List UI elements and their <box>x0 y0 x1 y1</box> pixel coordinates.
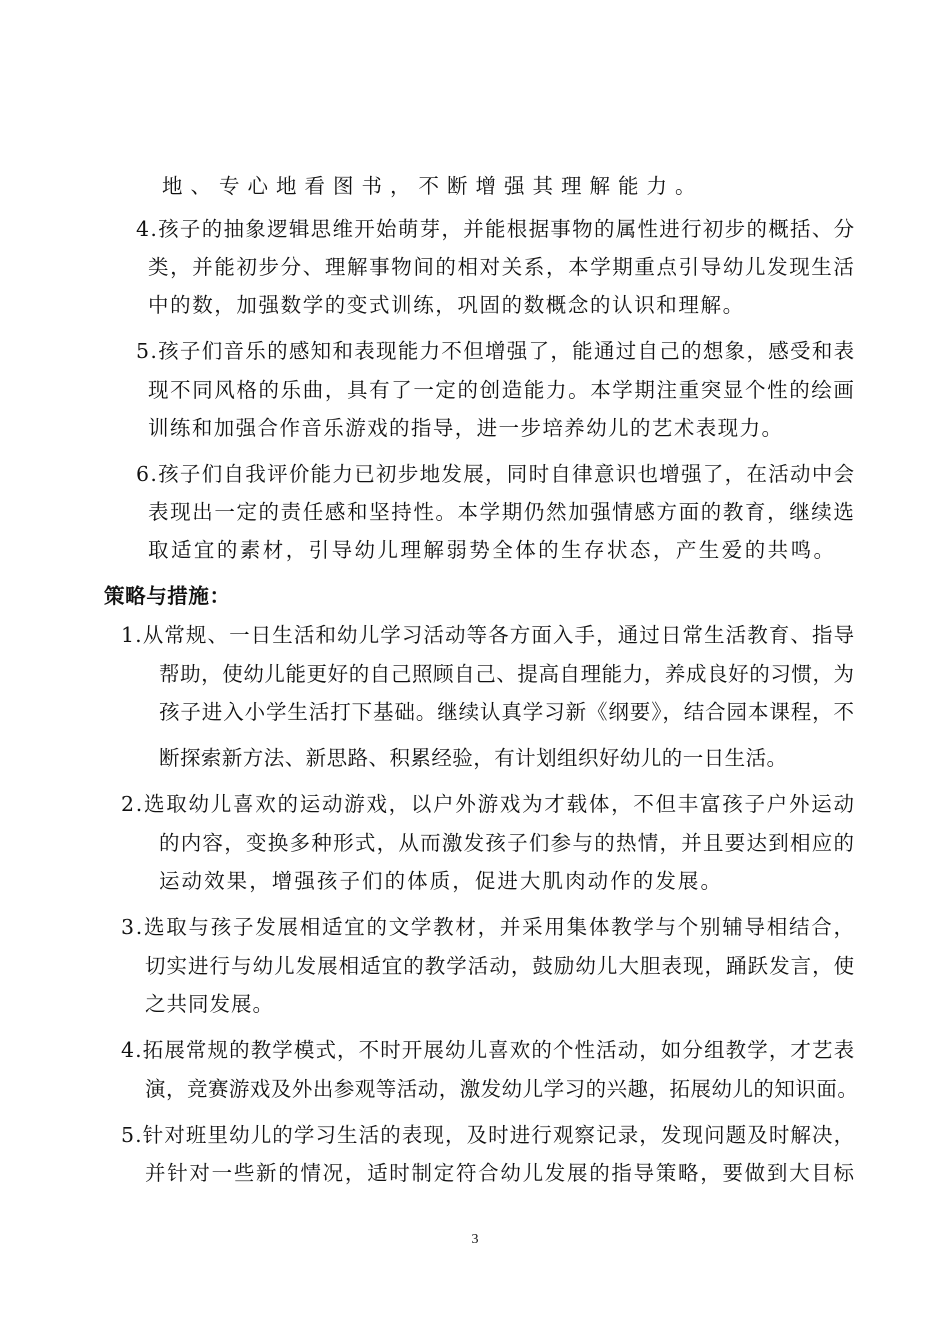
section-heading: 策略与措施： <box>104 584 231 608</box>
text-line: 孩子进入小学生活打下基础。继续认真学习新《纲要》，结合园本课程，不 <box>159 700 855 724</box>
text-line: 的内容，变换多种形式，从而激发孩子们参与的热情，并且要达到相应的 <box>159 831 856 855</box>
text-line: 断探索新方法、新思路、积累经验，有计划组织好幼儿的一日生活。 <box>159 746 788 770</box>
text-line: 5.针对班里幼儿的学习生活的表现，及时进行观察记录，发现问题及时解决， <box>121 1123 856 1147</box>
text-line: 之共同发展。 <box>145 992 274 1016</box>
text-line: 5.孩子们音乐的感知和表现能力不但增强了，能通过自己的想象，感受和表 <box>136 339 856 363</box>
text-line: 6.孩子们自我评价能力已初步地发展，同时自律意识也增强了，在活动中会 <box>136 462 856 486</box>
text-line: 切实进行与幼儿发展相适宜的教学活动，鼓励幼儿大胆表现，踊跃发言，使 <box>145 954 856 978</box>
text-line: 4.孩子的抽象逻辑思维开始萌芽，并能根据事物的属性进行初步的概括、分 <box>136 217 856 241</box>
text-line: 运动效果，增强孩子们的体质，促进大肌肉动作的发展。 <box>159 869 723 893</box>
text-line: 2.选取幼儿喜欢的运动游戏，以户外游戏为才载体，不但丰富孩子户外运动 <box>121 792 856 816</box>
text-line: 表现出一定的责任感和坚持性。本学期仍然加强情感方面的教育，继续选 <box>148 500 856 524</box>
text-line: 3.选取与孩子发展相适宜的文学教材，并采用集体教学与个别辅导相结合， <box>121 915 856 939</box>
text-line: 并针对一些新的情况，适时制定符合幼儿发展的指导策略，要做到大目标 <box>145 1161 856 1185</box>
text-line: 训练和加强合作音乐游戏的指导，进一步培养幼儿的艺术表现力。 <box>148 416 784 440</box>
text-line: 演，竞赛游戏及外出参观等活动，激发幼儿学习的兴趣，拓展幼儿的知识面。 <box>145 1077 859 1101</box>
text-line: 现不同风格的乐曲，具有了一定的创造能力。本学期注重突显个性的绘画 <box>148 378 856 402</box>
text-line: 1.从常规、一日生活和幼儿学习活动等各方面入手，通过日常生活教育、指导 <box>121 623 856 647</box>
text-line: 取适宜的素材，引导幼儿理解弱势全体的生存状态，产生爱的共鸣。 <box>148 538 837 562</box>
text-line: 地、专心地看图书，不断增强其理解能力。 <box>162 174 704 198</box>
text-line: 帮助，使幼儿能更好的自己照顾自己、提高自理能力，养成良好的习惯，为 <box>159 662 855 686</box>
text-line: 类，并能初步分、理解事物间的相对关系，本学期重点引导幼儿发现生活 <box>148 255 856 279</box>
text-line: 4.拓展常规的教学模式，不时开展幼儿喜欢的个性活动，如分组教学，才艺表 <box>121 1038 856 1062</box>
text-line: 中的数，加强数学的变式训练，巩固的数概念的认识和理解。 <box>148 293 745 317</box>
page-number: 3 <box>471 1232 479 1247</box>
